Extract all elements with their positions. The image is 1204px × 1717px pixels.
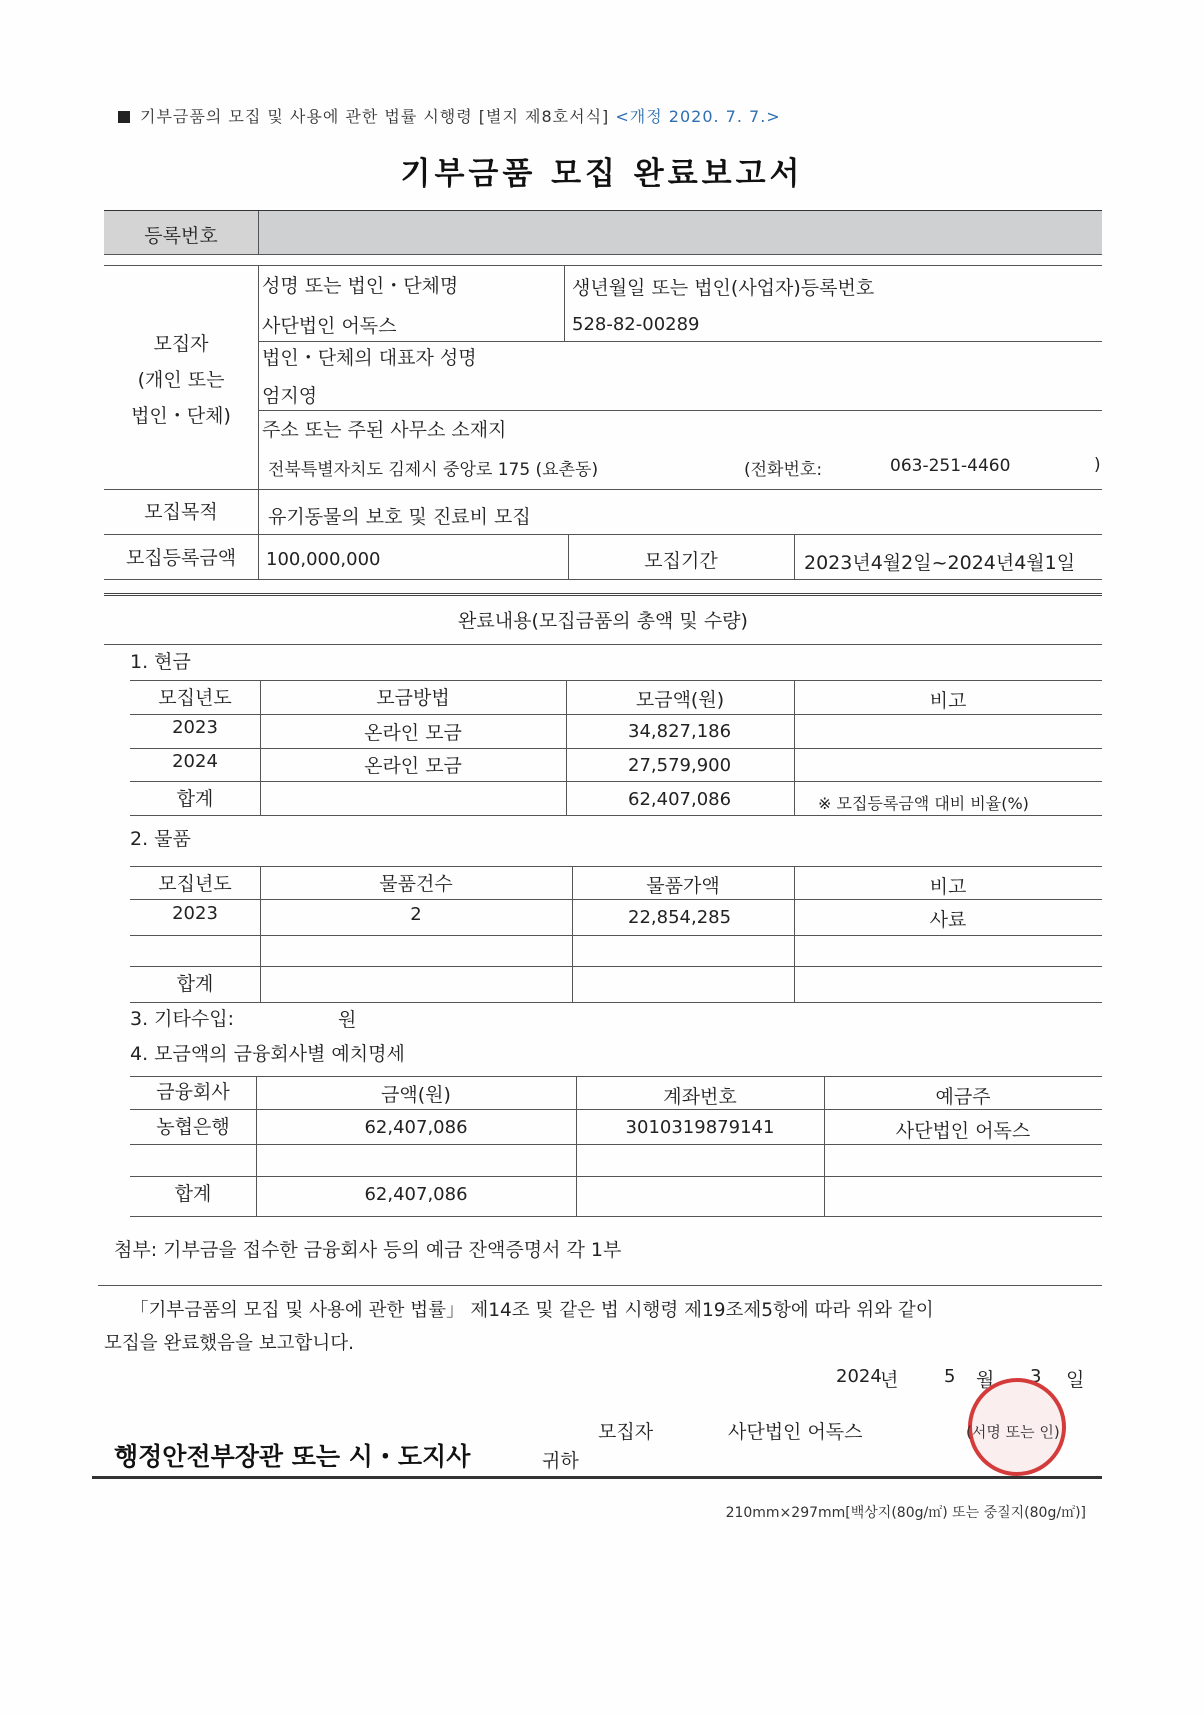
deposit-row-holder: 사단법인 어독스 <box>895 1120 1031 1142</box>
other-income-unit: 원 <box>338 1009 357 1031</box>
divider <box>104 254 1102 255</box>
form-reference <box>118 104 781 127</box>
completion-title: 완료내용(모집금품의 총액 및 수량) <box>458 610 748 632</box>
divider <box>130 966 1102 967</box>
goods-row-year: 2023 <box>172 903 218 924</box>
collector-label-line: (개인 또는 <box>137 369 225 391</box>
recipient-name: 행정안전부장관 또는 시・도지사 <box>114 1442 471 1471</box>
cash-row-method: 온라인 모금 <box>364 755 462 777</box>
divider <box>104 579 1102 580</box>
amount-value: 100,000,000 <box>266 549 381 570</box>
date-year: 2024 <box>836 1366 882 1387</box>
document-title: 기부금품 모집 완료보고서 <box>400 156 804 192</box>
collector-label-line: 모집자 <box>153 333 209 355</box>
period-label: 모집기간 <box>644 550 718 572</box>
address-value: 전북특별자치도 김제시 중앙로 175 (요촌동) <box>268 460 599 480</box>
period-value: 2023년4월2일~2024년4월1일 <box>804 552 1076 574</box>
amount-label: 모집등록금액 <box>125 547 237 569</box>
divider <box>130 748 1102 749</box>
goods-row-value: 22,854,285 <box>628 907 732 928</box>
divider <box>258 211 259 254</box>
divider <box>130 935 1102 936</box>
purpose-label: 모집목적 <box>144 501 218 523</box>
divider <box>130 1076 1102 1077</box>
law-reference: 기부금품의 모집 및 사용에 관한 법률 시행령 [별지 제8호서식] <box>140 107 610 126</box>
divider <box>130 1109 1102 1110</box>
attachment-note: 첨부: 기부금을 접수한 금융회사 등의 예금 잔액증명서 각 1부 <box>114 1239 622 1261</box>
other-income-label: 3. 기타수입: <box>130 1008 234 1030</box>
goods-header-note: 비고 <box>929 876 967 898</box>
sign-placeholder: (서명 또는 인) <box>966 1423 1060 1441</box>
divider <box>130 866 1102 867</box>
deposit-header-amount: 금액(원) <box>381 1084 451 1106</box>
goods-header-count: 물품건수 <box>379 873 453 895</box>
registration-label: 등록번호 <box>144 225 218 247</box>
phone-value: 063-251-4460 <box>890 456 1011 476</box>
phone-label: (전화번호: <box>744 460 823 480</box>
date-day-unit: 일 <box>1066 1369 1085 1391</box>
divider <box>104 644 1102 645</box>
cash-header-method: 모금방법 <box>376 687 450 709</box>
goods-row-count: 2 <box>410 904 422 925</box>
statement-line-1: 「기부금품의 모집 및 사용에 관한 법률」 제14조 및 같은 법 시행령 제19조제5항에 따라 위와 같이 <box>130 1300 934 1321</box>
birth-label: 생년월일 또는 법인(사업자)등록번호 <box>572 277 875 299</box>
cash-total-note: ※ 모집등록금액 대비 비율(%) <box>818 794 1029 813</box>
divider <box>104 265 1102 266</box>
deposit-header-account: 계좌번호 <box>663 1086 737 1108</box>
birth-value: 528-82-00289 <box>572 314 700 335</box>
purpose-value: 유기동물의 보호 및 진료비 모집 <box>268 506 531 528</box>
deposit-row-bank: 농협은행 <box>156 1116 230 1138</box>
phone-close: ) <box>1094 455 1101 475</box>
deposit-total-label: 합계 <box>174 1183 212 1205</box>
divider <box>130 714 1102 715</box>
name-label: 성명 또는 법인・단체명 <box>262 275 459 297</box>
rep-label: 법인・단체의 대표자 성명 <box>262 347 477 369</box>
cash-section-title: 1. 현금 <box>130 651 191 673</box>
date-month-unit: 월 <box>976 1369 995 1391</box>
divider <box>130 815 1102 816</box>
cash-header-amount: 모금액(원) <box>635 689 725 711</box>
deposit-total-value: 62,407,086 <box>364 1184 468 1205</box>
cash-header-note: 비고 <box>929 690 967 712</box>
bottom-border <box>92 1476 1102 1479</box>
divider <box>130 680 1102 681</box>
rep-value: 엄지영 <box>262 385 318 407</box>
goods-header-year: 모집년도 <box>158 873 232 895</box>
goods-section-title: 2. 물품 <box>130 828 191 850</box>
divider <box>130 781 1102 782</box>
date-year-unit: 년 <box>880 1369 899 1391</box>
divider <box>258 410 1102 411</box>
deposit-section-title: 4. 모금액의 금융회사별 예치명세 <box>130 1043 405 1065</box>
cash-header-year: 모집년도 <box>158 687 232 709</box>
divider <box>130 1176 1102 1177</box>
cash-row-method: 온라인 모금 <box>364 722 462 744</box>
divider <box>564 265 565 341</box>
deposit-row-account: 3010319879141 <box>625 1117 775 1138</box>
deposit-header-bank: 금융회사 <box>156 1081 230 1103</box>
square-bullet-icon <box>118 111 130 123</box>
cash-row-year: 2024 <box>172 751 218 772</box>
cash-total-label: 합계 <box>176 788 214 810</box>
paper-spec: 210mm×297mm[백상지(80g/㎡) 또는 중질지(80g/㎡)] <box>725 1505 1086 1521</box>
date-day: 3 <box>1030 1366 1042 1387</box>
divider <box>258 341 1102 342</box>
signer-name: 사단법인 어독스 <box>728 1421 863 1443</box>
cash-row-year: 2023 <box>172 717 218 738</box>
cash-row-amount: 34,827,186 <box>628 721 732 742</box>
registration-number-field[interactable] <box>258 211 1102 254</box>
divider <box>104 534 1102 535</box>
address-label: 주소 또는 주된 사무소 소재지 <box>262 419 507 441</box>
divider <box>104 593 1102 596</box>
cash-total-value: 62,407,086 <box>628 789 732 810</box>
deposit-row-amount: 62,407,086 <box>364 1117 468 1138</box>
recipient-suffix: 귀하 <box>542 1450 579 1472</box>
goods-header-value: 물품가액 <box>646 875 720 897</box>
signer-label: 모집자 <box>598 1421 654 1443</box>
goods-total-label: 합계 <box>176 973 214 995</box>
collector-label-line: 법인・단체) <box>131 405 231 427</box>
revision-date: <개정 2020. 7. 7.> <box>615 107 781 126</box>
cash-row-amount: 27,579,900 <box>628 755 732 776</box>
divider <box>130 1002 1102 1003</box>
date-month: 5 <box>944 1366 956 1387</box>
divider <box>130 1144 1102 1145</box>
deposit-header-holder: 예금주 <box>935 1086 991 1108</box>
statement-line-2: 모집을 완료했음을 보고합니다. <box>104 1333 354 1354</box>
divider <box>98 1285 1102 1286</box>
collector-section-label <box>104 326 258 434</box>
divider <box>258 265 259 489</box>
divider <box>104 489 1102 490</box>
divider <box>794 534 795 579</box>
divider <box>130 1216 1102 1217</box>
divider <box>130 899 1102 900</box>
goods-row-note: 사료 <box>929 909 967 931</box>
name-value: 사단법인 어독스 <box>262 315 397 337</box>
